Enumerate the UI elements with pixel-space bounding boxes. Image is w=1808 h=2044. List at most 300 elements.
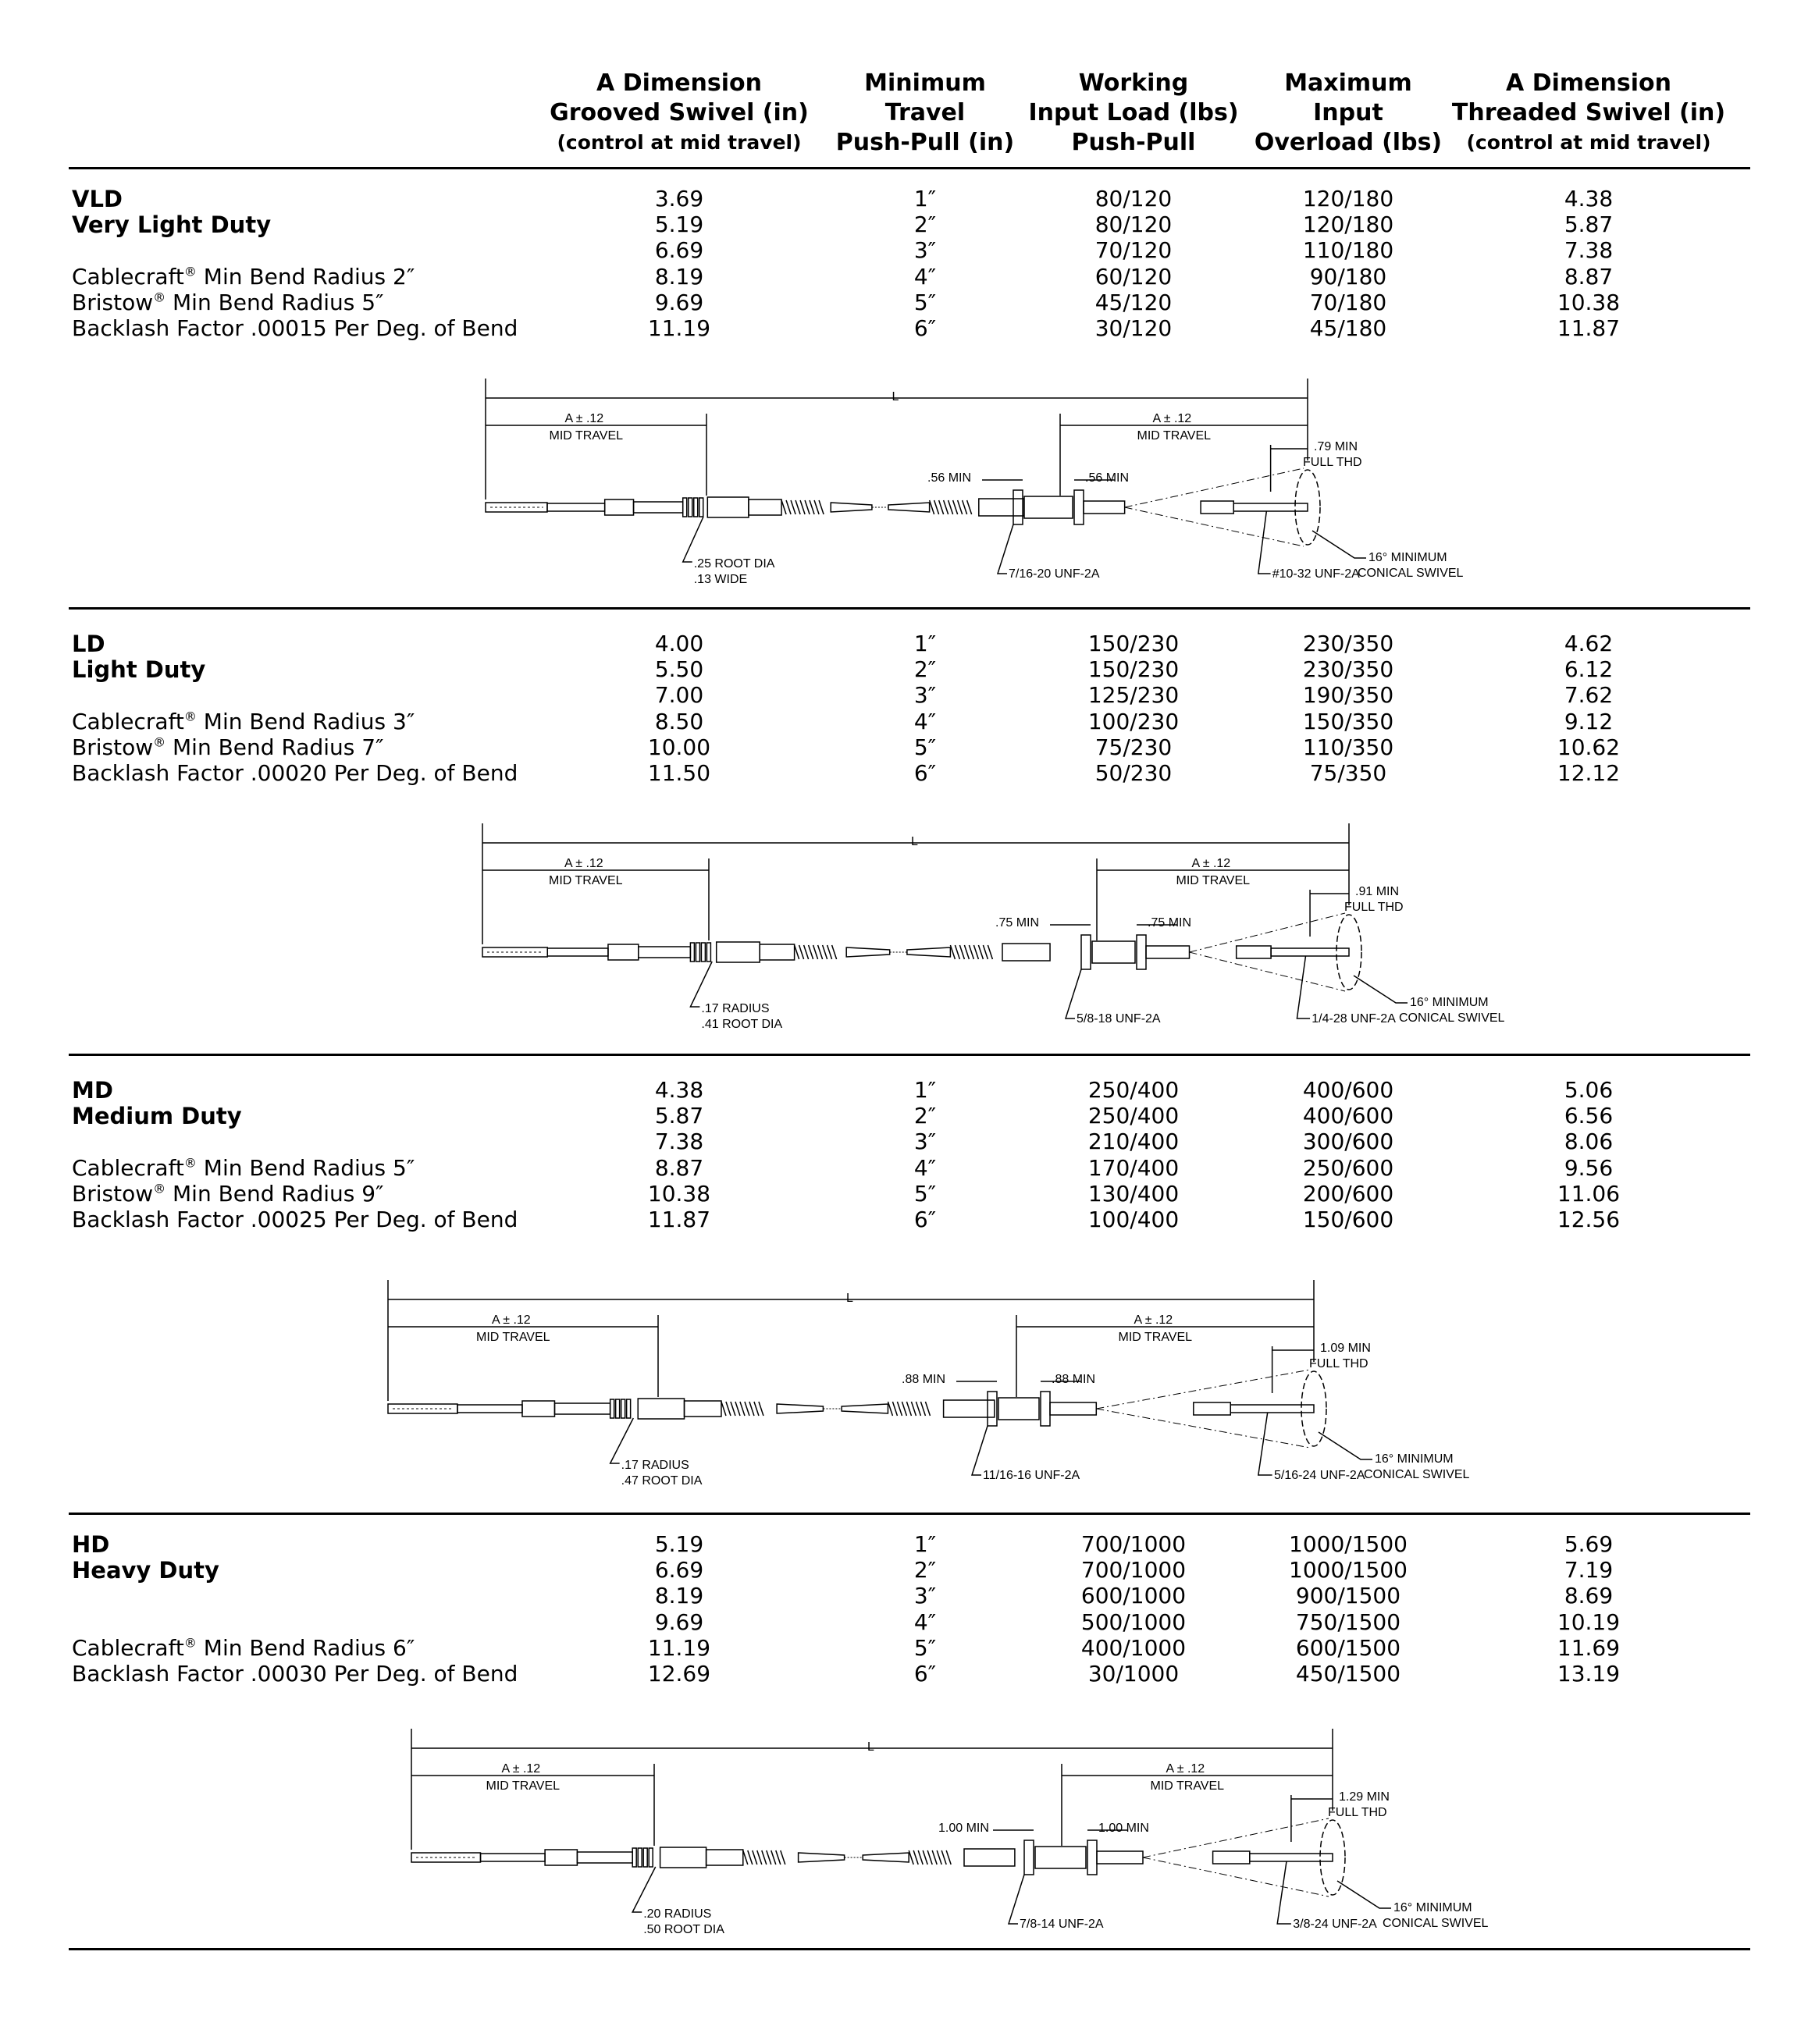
a-dimension-label: A ± .12	[564, 412, 604, 425]
note-text: Bristow	[72, 289, 154, 315]
table-cell: 3″	[913, 682, 937, 709]
jam-nut	[1013, 490, 1023, 524]
mid-travel-label: MID TRAVEL	[549, 874, 623, 887]
table-cell: 11.06	[1557, 1180, 1621, 1207]
table-cell: 13.19	[1557, 1661, 1621, 1687]
table-cell: 11.50	[647, 760, 711, 786]
section-note	[72, 760, 518, 786]
threaded-hub	[1035, 1847, 1086, 1868]
table-cell: 8.87	[1564, 263, 1614, 290]
conduit-wrap	[743, 1850, 748, 1864]
table-cell: 3″	[913, 237, 937, 264]
column-header-line: Working	[1078, 69, 1189, 97]
table-cell: 450/1500	[1295, 1661, 1401, 1687]
table-cell: 170/400	[1087, 1154, 1180, 1181]
table-cell: 6.69	[654, 1557, 704, 1584]
full-thread-label: FULL THD	[1328, 1806, 1387, 1819]
full-thread-label: .79 MIN	[1314, 440, 1358, 453]
swivel-label: 16° MINIMUM	[1393, 1901, 1472, 1914]
groove-ring	[689, 498, 692, 517]
groove-label: .47 ROOT DIA	[621, 1474, 703, 1488]
note-text-rest: Min Bend Radius 2″	[196, 263, 415, 290]
table-cell: 11.69	[1557, 1634, 1621, 1661]
table-cell: 4″	[913, 263, 937, 290]
conduit-wrap	[939, 500, 944, 514]
a-dimension-label: A ± .12	[1191, 857, 1231, 870]
column-header-line: Grooved Swivel (in)	[550, 99, 809, 126]
jam-nut	[1074, 490, 1084, 524]
overall-length-label: L	[911, 835, 918, 848]
conduit-wrap	[759, 1402, 763, 1416]
conduit-wrap	[892, 1402, 897, 1416]
table-cell: 10.19	[1557, 1609, 1621, 1635]
groove-ring	[690, 943, 694, 962]
table-cell: 4.00	[654, 631, 704, 656]
column-header-line: Maximum	[1284, 69, 1412, 97]
leader-line	[1258, 511, 1271, 574]
table-cell: 1000/1500	[1289, 1531, 1408, 1557]
rod-sleeve	[522, 1401, 555, 1417]
min-dimension-label: .56 MIN	[1085, 471, 1130, 485]
section-rule	[69, 1054, 1750, 1056]
conduit-wrap	[753, 1850, 757, 1864]
conduit-wrap	[925, 1402, 930, 1416]
table-cell: 5.19	[654, 212, 704, 238]
groove-body	[638, 1399, 684, 1419]
thread-callout-label: 1/4-28 UNF-2A	[1312, 1012, 1396, 1026]
table-cell: 8.19	[654, 1583, 704, 1609]
table-cell: 4″	[913, 708, 937, 734]
groove-ring	[649, 1848, 653, 1867]
rod-end-right-sleeve	[1213, 1851, 1250, 1864]
table-cell: 5″	[913, 1634, 937, 1661]
threaded-hub	[1092, 941, 1135, 963]
thread-callout-label: #10-32 UNF-2A	[1272, 567, 1360, 581]
leader-line	[632, 1867, 656, 1912]
column-header-line: Push-Pull	[1071, 129, 1196, 156]
groove-ring	[699, 498, 703, 517]
conduit-wrap	[916, 1402, 920, 1416]
full-thread-label: FULL THD	[1309, 1357, 1368, 1370]
conduit-wrap	[930, 500, 934, 514]
end-fitting	[760, 944, 794, 960]
table-cell: 6.12	[1564, 656, 1614, 683]
table-cell: 4″	[913, 1609, 937, 1635]
cable-drawing	[0, 367, 1808, 601]
mid-travel-label: MID TRAVEL	[1150, 1779, 1225, 1793]
conduit-wrap	[973, 945, 978, 959]
conduit-wrap	[771, 1850, 776, 1864]
rod	[639, 947, 691, 958]
column-header-subtitle: (control at mid travel)	[1466, 131, 1711, 154]
table-cell: 11.87	[647, 1207, 711, 1232]
conduit-wrap	[748, 1850, 753, 1864]
conduit-wrap	[953, 500, 958, 514]
conduit-wrap	[946, 1850, 951, 1864]
note-text-rest: Min Bend Radius 6″	[196, 1634, 415, 1661]
table-cell: 250/600	[1302, 1154, 1394, 1181]
a-dimension-label: A ± .12	[501, 1762, 541, 1776]
section-rule	[69, 1513, 1750, 1515]
jam-nut	[1024, 1840, 1034, 1875]
conduit-wrap	[988, 945, 992, 959]
cable-drawing-svg	[0, 367, 1808, 601]
groove-label: .13 WIDE	[693, 573, 748, 586]
conduit	[846, 947, 890, 957]
table-cell: 5″	[913, 1180, 937, 1207]
table-cell: 12.56	[1557, 1207, 1621, 1232]
table-cell: 1000/1500	[1289, 1557, 1408, 1584]
full-thread-label: .91 MIN	[1355, 885, 1400, 898]
section-note	[72, 1635, 415, 1661]
rod	[457, 1405, 522, 1413]
section-note	[72, 1661, 518, 1687]
rod-sleeve	[605, 499, 634, 515]
a-dimension-label: A ± .12	[1152, 412, 1192, 425]
groove-ring	[638, 1848, 642, 1867]
leader-line	[1277, 1861, 1291, 1924]
table-cell: 700/1000	[1080, 1557, 1187, 1584]
table-cell: 1″	[913, 186, 937, 212]
conduit-wrap	[983, 945, 988, 959]
conduit	[777, 1404, 823, 1413]
leader-line	[1258, 1413, 1272, 1475]
registered-mark: ®	[153, 290, 166, 305]
table-cell: 5.69	[1564, 1531, 1614, 1557]
conduit	[799, 1853, 845, 1862]
table-cell: 7.00	[654, 682, 704, 709]
conduit-wrap	[913, 1850, 918, 1864]
swivel-label: 16° MINIMUM	[1375, 1452, 1454, 1466]
table-cell: 3″	[913, 1129, 937, 1155]
groove-ring	[701, 943, 705, 962]
note-text-rest: Min Bend Radius 3″	[196, 708, 415, 734]
groove-ring	[643, 1848, 647, 1867]
table-cell: 8.06	[1564, 1129, 1614, 1155]
min-dimension-label: .75 MIN	[1148, 916, 1192, 930]
conduit	[863, 1853, 909, 1862]
full-thread-label: FULL THD	[1344, 901, 1404, 914]
leader-line	[1354, 976, 1408, 1003]
table-cell: 210/400	[1087, 1129, 1180, 1155]
conduit-wrap	[944, 500, 948, 514]
section-code: HD	[72, 1531, 110, 1558]
a-dimension-label: A ± .12	[1166, 1762, 1205, 1776]
groove-body	[660, 1847, 706, 1868]
column-header-line: Overload (lbs)	[1254, 129, 1443, 156]
table-cell: 75/230	[1094, 734, 1173, 760]
table-cell: 250/400	[1087, 1077, 1180, 1103]
conduit-wrap	[757, 1850, 762, 1864]
column-header-line: A Dimension	[596, 69, 762, 97]
section-note	[72, 734, 384, 760]
table-cell: 60/120	[1094, 263, 1173, 290]
leader-line	[1312, 531, 1366, 558]
conduit-wrap	[950, 945, 955, 959]
table-cell: 70/120	[1094, 237, 1173, 264]
note-text-rest: Min Bend Radius 5″	[165, 289, 384, 315]
table-cell: 4.38	[654, 1077, 704, 1103]
table-cell: 6″	[913, 315, 937, 341]
note-text: Backlash Factor .00015 Per Deg. of Bend	[72, 315, 518, 341]
conduit-wrap	[948, 500, 953, 514]
thread-callout-label: 5/8-18 UNF-2A	[1077, 1012, 1161, 1026]
section-note	[72, 709, 415, 734]
section-note	[72, 315, 518, 341]
a-dimension-label: A ± .12	[564, 857, 603, 870]
table-cell: 9.69	[654, 1609, 704, 1635]
rod-end-right-sleeve	[1194, 1402, 1230, 1415]
min-dimension-label: .56 MIN	[927, 471, 972, 485]
note-text-rest: Min Bend Radius 7″	[165, 734, 384, 760]
table-cell: 11.19	[647, 1634, 711, 1661]
rod	[547, 503, 605, 511]
table-cell: 6.56	[1564, 1103, 1614, 1129]
conduit-wrap	[740, 1402, 745, 1416]
conduit-wrap	[799, 945, 804, 959]
min-dimension-label: .88 MIN	[1052, 1373, 1096, 1386]
jam-nut	[988, 1392, 997, 1426]
table-cell: 3.69	[654, 186, 704, 212]
conduit-wrap	[941, 1850, 946, 1864]
groove-label: .41 ROOT DIA	[701, 1018, 783, 1031]
swivel	[1146, 946, 1190, 958]
table-cell: 5.50	[654, 656, 704, 683]
swivel-label: 16° MINIMUM	[1368, 551, 1447, 564]
leader-line	[610, 1418, 634, 1463]
table-cell: 5.19	[654, 1531, 704, 1557]
table-cell: 7.38	[1564, 237, 1614, 264]
registered-mark: ®	[183, 1635, 197, 1651]
table-cell: 2″	[913, 212, 937, 238]
table-cell: 30/120	[1094, 315, 1173, 341]
rod-end-right	[1271, 948, 1349, 956]
section-code: VLD	[72, 186, 123, 212]
table-cell: 7.62	[1564, 682, 1614, 709]
section-note	[72, 1207, 518, 1232]
threaded-hub	[1024, 496, 1073, 518]
section-name: Medium Duty	[72, 1103, 242, 1130]
table-cell: 80/120	[1094, 186, 1173, 212]
conduit-wrap	[955, 945, 959, 959]
thread-callout-label: 3/8-24 UNF-2A	[1293, 1918, 1377, 1931]
table-cell: 150/230	[1087, 631, 1180, 656]
groove-ring	[683, 498, 687, 517]
table-cell: 9.12	[1564, 708, 1614, 734]
table-cell: 8.69	[1564, 1583, 1614, 1609]
groove-ring	[627, 1399, 631, 1418]
cable-drawing	[0, 1268, 1808, 1502]
table-cell: 3″	[913, 1583, 937, 1609]
table-cell: 5.87	[1564, 212, 1614, 238]
registered-mark: ®	[183, 709, 197, 724]
leader-line	[998, 524, 1013, 574]
table-cell: 125/230	[1087, 682, 1180, 709]
conduit-wrap	[827, 945, 832, 959]
groove-body	[717, 942, 760, 962]
thread-callout-label: 11/16-16 UNF-2A	[983, 1469, 1080, 1482]
leader-line	[683, 517, 703, 562]
section-name: Very Light Duty	[72, 212, 272, 239]
note-text: Bristow	[72, 734, 154, 760]
table-cell: 7.19	[1564, 1557, 1614, 1584]
bulkhead-body	[979, 499, 1024, 516]
bulkhead-body	[964, 1849, 1015, 1866]
swivel-label: 16° MINIMUM	[1410, 996, 1489, 1009]
jam-nut	[1041, 1392, 1050, 1426]
leader-line	[1337, 1881, 1391, 1908]
conduit-wrap	[809, 945, 813, 959]
conduit-wrap	[781, 1850, 785, 1864]
end-fitting	[706, 1850, 743, 1865]
leader-line	[972, 1426, 988, 1475]
conduit-wrap	[969, 945, 973, 959]
jam-nut	[1081, 935, 1091, 969]
column-header-subtitle: (control at mid travel)	[557, 131, 802, 154]
conduit-wrap	[923, 1850, 927, 1864]
cable-drawing	[0, 812, 1808, 1046]
thread-callout-label: 7/8-14 UNF-2A	[1020, 1918, 1104, 1931]
section-note	[72, 1155, 415, 1181]
table-cell: 900/1500	[1295, 1583, 1401, 1609]
min-dimension-label: .88 MIN	[902, 1373, 946, 1386]
conduit-wrap	[735, 1402, 740, 1416]
table-cell: 9.56	[1564, 1154, 1614, 1181]
conduit-wrap	[937, 1850, 941, 1864]
overall-length-label: L	[867, 1740, 874, 1754]
section-name: Heavy Duty	[72, 1557, 219, 1584]
section-note	[72, 1181, 384, 1207]
conduit-wrap	[934, 500, 939, 514]
note-text-rest: Min Bend Radius 9″	[165, 1180, 384, 1207]
column-header-line: Travel	[884, 99, 966, 126]
table-cell: 75/350	[1309, 760, 1387, 786]
conduit-wrap	[967, 500, 972, 514]
table-cell: 230/350	[1302, 631, 1394, 656]
rod-end-right-sleeve	[1237, 946, 1271, 958]
conduit-wrap	[791, 500, 795, 514]
groove-ring	[616, 1399, 620, 1418]
table-cell: 10.62	[1557, 734, 1621, 760]
conduit	[831, 503, 872, 512]
table-cell: 6.69	[654, 237, 704, 264]
table-cell: 5″	[913, 289, 937, 315]
table-cell: 11.19	[647, 315, 711, 341]
column-header-line: Minimum	[864, 69, 986, 97]
full-thread-label: 1.09 MIN	[1320, 1342, 1371, 1355]
table-cell: 12.12	[1557, 760, 1621, 786]
table-cell: 230/350	[1302, 656, 1394, 683]
note-text: Backlash Factor .00020 Per Deg. of Bend	[72, 760, 518, 786]
conduit-wrap	[721, 1402, 726, 1416]
column-header-line: Threaded Swivel (in)	[1451, 99, 1726, 126]
note-text-rest: Min Bend Radius 5″	[196, 1154, 415, 1181]
swivel	[1084, 501, 1125, 514]
conduit-wrap	[918, 1850, 923, 1864]
bulkhead-body	[944, 1400, 995, 1417]
header-rule	[69, 167, 1750, 169]
table-cell: 110/350	[1302, 734, 1394, 760]
conduit-wrap	[767, 1850, 771, 1864]
conduit-wrap	[805, 500, 810, 514]
bulkhead-body	[1002, 944, 1050, 961]
registered-mark: ®	[183, 1155, 197, 1171]
mid-travel-label: MID TRAVEL	[486, 1779, 561, 1793]
table-cell: 10.38	[647, 1180, 711, 1207]
conduit-wrap	[731, 1402, 735, 1416]
table-cell: 90/180	[1309, 263, 1387, 290]
swivel-label: CONICAL SWIVEL	[1364, 1468, 1470, 1481]
table-cell: 130/400	[1087, 1180, 1180, 1207]
conduit-wrap	[810, 500, 814, 514]
conduit-wrap	[920, 1402, 925, 1416]
table-cell: 6″	[913, 760, 937, 786]
a-dimension-label: A ± .12	[1134, 1313, 1173, 1327]
conduit-wrap	[804, 945, 809, 959]
section-code: MD	[72, 1077, 113, 1104]
rod-end-right	[1233, 503, 1308, 511]
column-header-line: A Dimension	[1506, 69, 1671, 97]
table-cell: 2″	[913, 1103, 937, 1129]
column-header-line: Push-Pull (in)	[835, 129, 1015, 156]
table-cell: 50/230	[1094, 760, 1173, 786]
conduit-wrap	[927, 1850, 932, 1864]
leader-line	[1319, 1432, 1372, 1459]
table-cell: 2″	[913, 656, 937, 683]
table-cell: 400/600	[1302, 1077, 1394, 1103]
conduit-wrap	[795, 945, 799, 959]
section-note	[72, 264, 415, 290]
table-cell: 8.87	[654, 1154, 704, 1181]
column-header-line: Input Load (lbs)	[1028, 99, 1239, 126]
rod	[577, 1852, 632, 1863]
swivel	[1050, 1402, 1096, 1415]
rod	[547, 948, 608, 956]
thread-callout-label: 5/16-24 UNF-2A	[1274, 1469, 1365, 1482]
table-cell: 5.87	[654, 1103, 704, 1129]
table-cell: 80/120	[1094, 212, 1173, 238]
thread-callout-label: 7/16-20 UNF-2A	[1009, 567, 1100, 581]
mid-travel-label: MID TRAVEL	[1137, 429, 1212, 443]
groove-ring	[696, 943, 699, 962]
note-text: Backlash Factor .00030 Per Deg. of Bend	[72, 1661, 518, 1687]
table-cell: 30/1000	[1087, 1661, 1180, 1687]
jam-nut	[1137, 935, 1146, 969]
leader-line	[1009, 1875, 1024, 1924]
table-cell: 200/600	[1302, 1180, 1394, 1207]
conduit-wrap	[781, 500, 786, 514]
section-code: LD	[72, 631, 105, 657]
table-cell: 6″	[913, 1207, 937, 1232]
swivel-label: CONICAL SWIVEL	[1358, 567, 1464, 580]
swivel-label: CONICAL SWIVEL	[1383, 1917, 1489, 1930]
table-cell: 120/180	[1302, 212, 1394, 238]
conduit	[888, 503, 930, 512]
table-cell: 10.38	[1557, 289, 1621, 315]
conduit-wrap	[911, 1402, 916, 1416]
rod	[554, 1403, 610, 1414]
table-cell: 700/1000	[1080, 1531, 1187, 1557]
table-cell: 100/230	[1087, 708, 1180, 734]
conduit-wrap	[814, 500, 819, 514]
groove-ring	[610, 1399, 614, 1418]
rod	[481, 1854, 546, 1861]
table-cell: 5″	[913, 734, 937, 760]
table-cell: 300/600	[1302, 1129, 1394, 1155]
jam-nut	[1087, 1840, 1097, 1875]
a-dimension-label: A ± .12	[492, 1313, 531, 1327]
conduit-wrap	[897, 1402, 902, 1416]
